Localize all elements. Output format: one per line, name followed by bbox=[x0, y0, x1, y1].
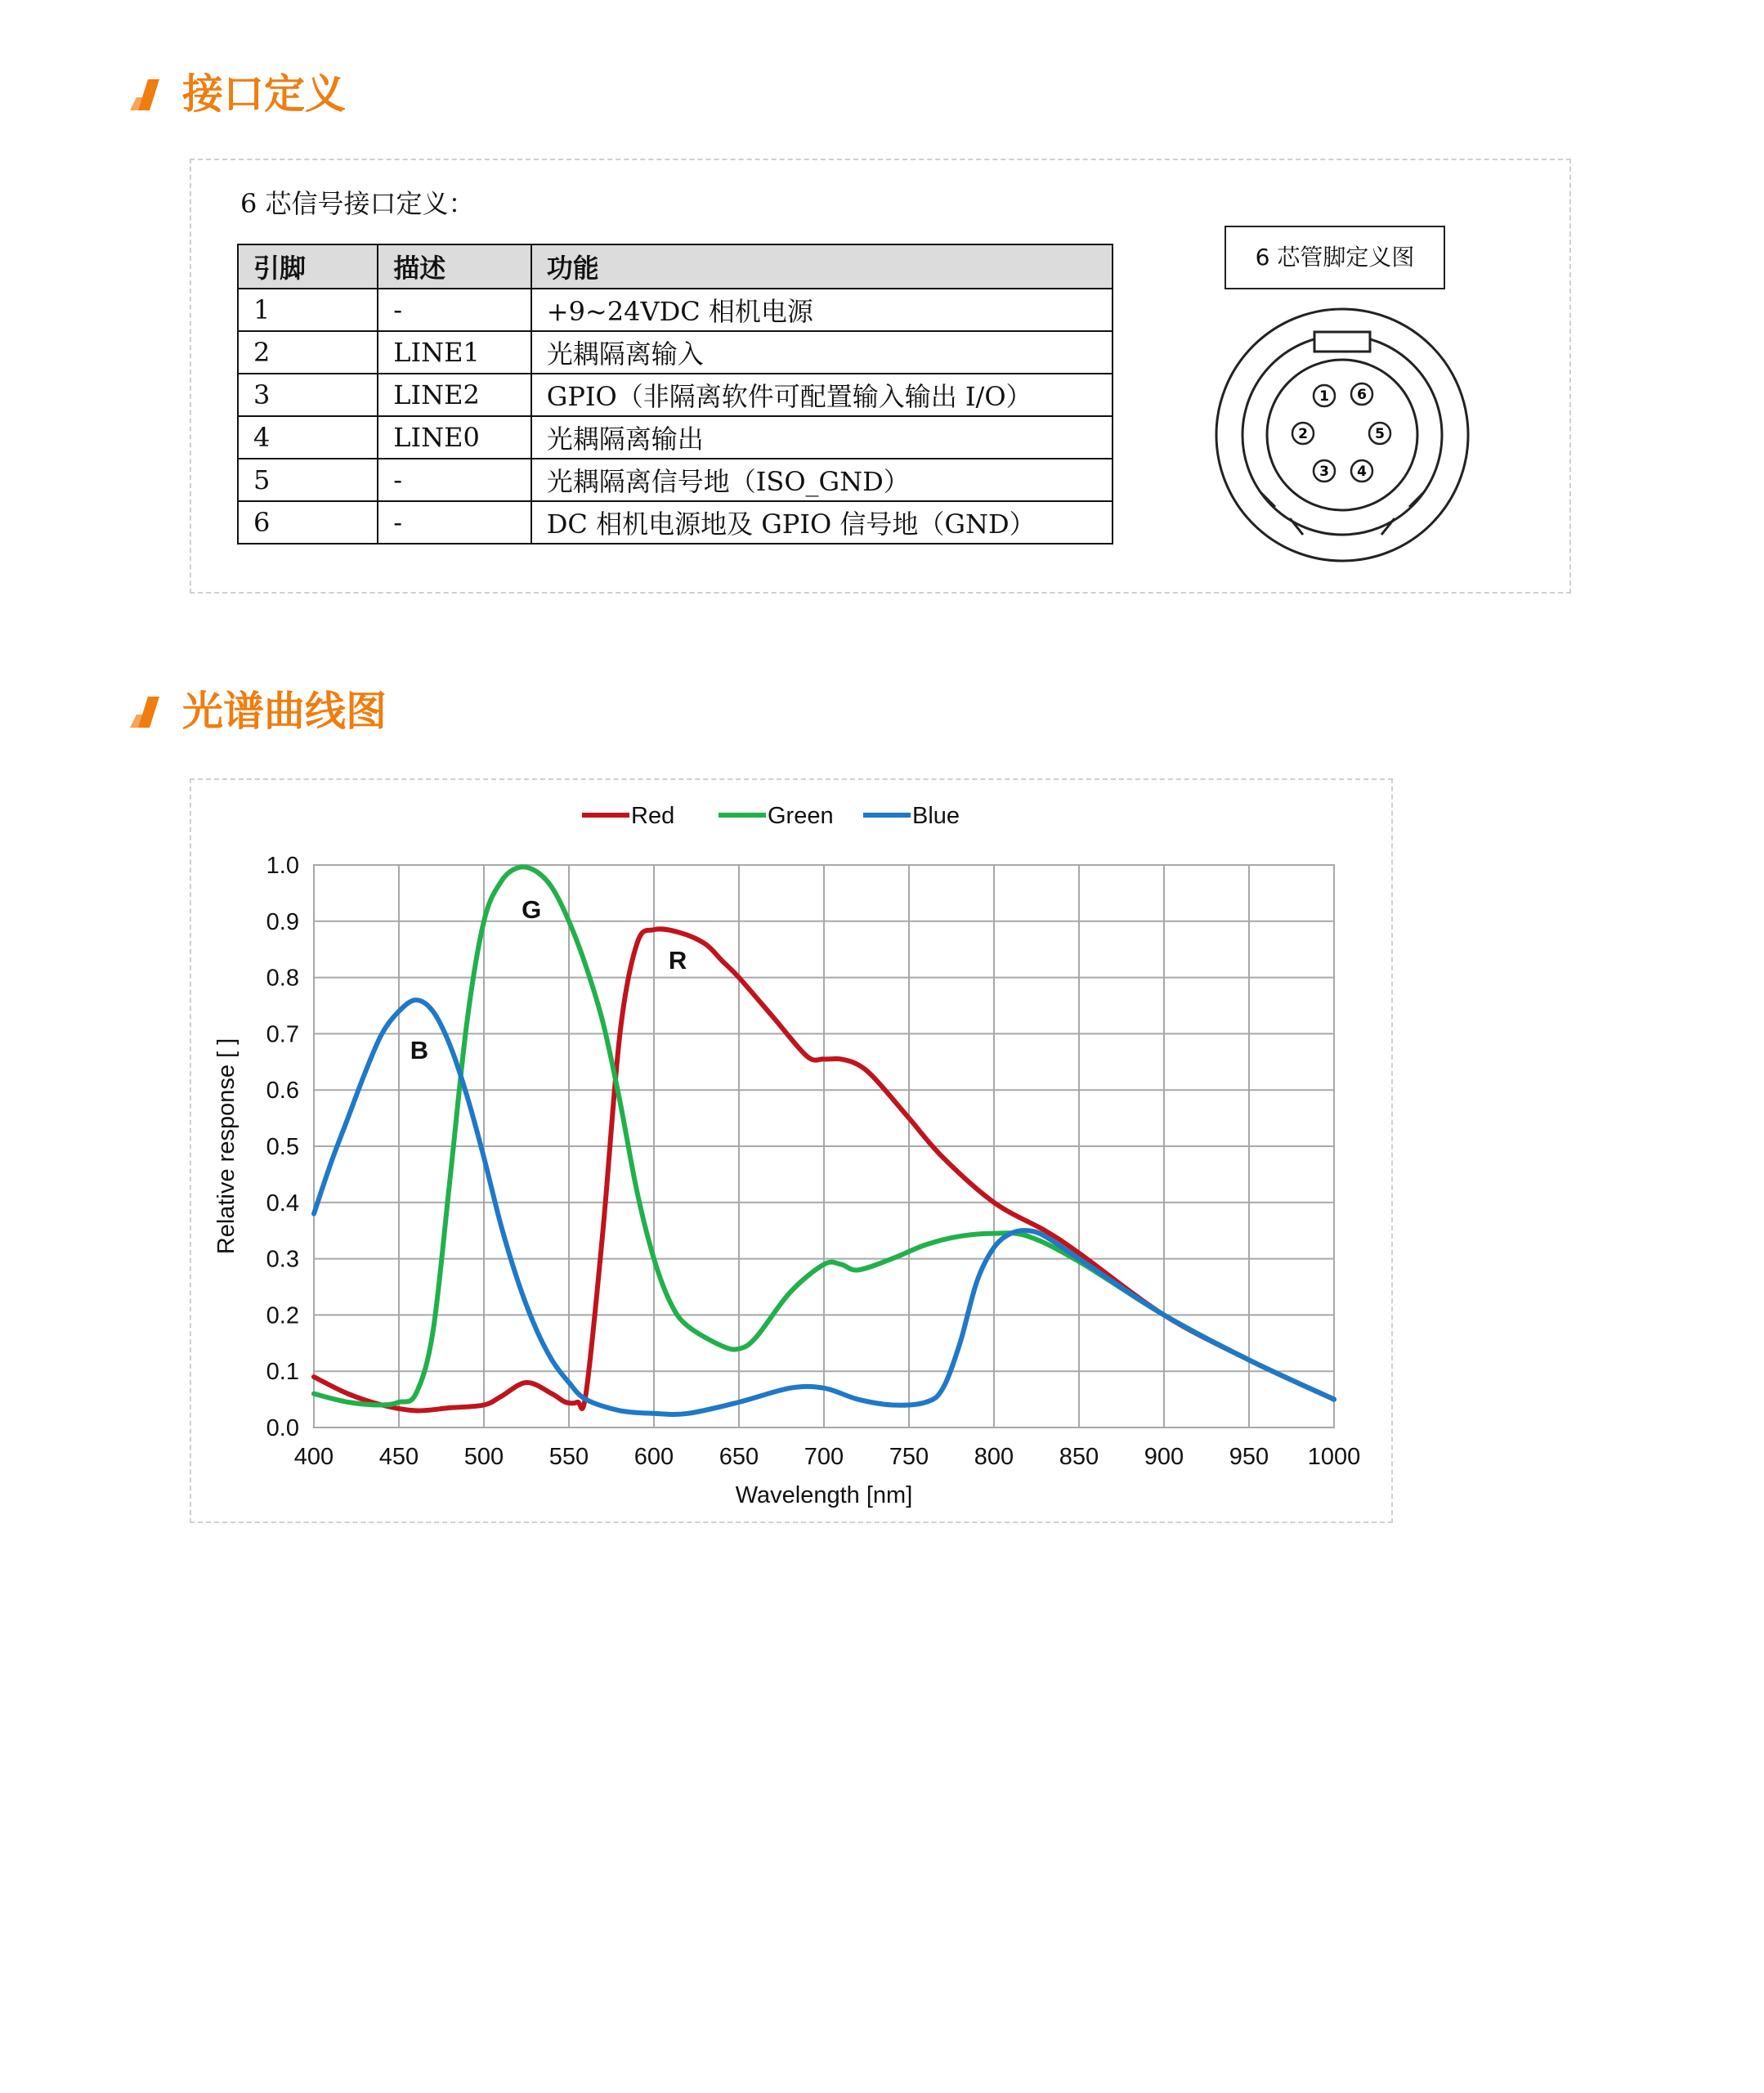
x-axis-label: Wavelength [nm] bbox=[735, 1482, 913, 1508]
legend-label-red: Red bbox=[631, 803, 675, 829]
table-row bbox=[238, 501, 1113, 544]
table-row bbox=[238, 374, 1113, 416]
cell-pin: 6 bbox=[238, 501, 378, 544]
svg-text:3: 3 bbox=[1319, 464, 1329, 480]
x-tick-label: 800 bbox=[974, 1444, 1014, 1470]
chart-legend bbox=[582, 803, 960, 829]
x-tick-label: 900 bbox=[1144, 1444, 1184, 1470]
svg-text:5: 5 bbox=[1375, 426, 1385, 442]
y-tick-label: 0.8 bbox=[266, 965, 299, 992]
x-tick-label: 850 bbox=[1059, 1444, 1099, 1470]
chart-grid bbox=[314, 865, 1334, 1427]
x-tick-label: 400 bbox=[293, 1444, 334, 1470]
table-caption: 6 芯信号接口定义： bbox=[240, 188, 475, 219]
y-tick-label: 0.9 bbox=[266, 908, 299, 935]
cell-func: DC 相机电源地及 GPIO 信号地（GND） bbox=[531, 501, 1113, 544]
header-description: 描述 bbox=[378, 244, 531, 289]
legend-label-green: Green bbox=[768, 803, 834, 829]
y-tick-label: 0.0 bbox=[266, 1415, 299, 1441]
table-row bbox=[238, 289, 1113, 331]
pin-6 bbox=[1351, 383, 1372, 405]
y-tick-label: 0.6 bbox=[266, 1078, 299, 1105]
x-tick-label: 600 bbox=[634, 1444, 674, 1470]
pin-4 bbox=[1351, 460, 1372, 482]
cell-func: 光耦隔离输出 bbox=[531, 416, 1113, 459]
svg-text:6: 6 bbox=[1357, 387, 1367, 403]
table-header-row bbox=[238, 244, 1113, 289]
table-row bbox=[238, 459, 1113, 501]
interface-definition-panel bbox=[190, 159, 1571, 594]
connector-title: 6 芯管脚定义图 bbox=[1225, 226, 1445, 289]
x-tick-label: 450 bbox=[378, 1444, 419, 1470]
svg-text:4: 4 bbox=[1357, 464, 1367, 480]
cell-desc: - bbox=[378, 289, 531, 331]
pin-5 bbox=[1369, 423, 1390, 444]
curve-annotation: B bbox=[410, 1036, 429, 1065]
connector-pinout-diagram bbox=[1211, 304, 1473, 574]
table-row bbox=[238, 416, 1113, 459]
header-function: 功能 bbox=[531, 244, 1113, 289]
svg-text:1: 1 bbox=[1319, 388, 1329, 405]
cell-desc: LINE1 bbox=[378, 331, 531, 374]
cell-desc: - bbox=[378, 459, 531, 501]
x-tick-label: 650 bbox=[719, 1444, 759, 1470]
y-tick-label: 0.4 bbox=[266, 1190, 299, 1217]
section-title: 光谱曲线图 bbox=[182, 688, 387, 735]
cell-desc: LINE0 bbox=[378, 416, 531, 459]
spectral-response-chart bbox=[191, 780, 1391, 1522]
pin-1 bbox=[1314, 385, 1335, 406]
y-tick-label: 0.3 bbox=[266, 1246, 299, 1273]
y-axis-label: Relative response [ ] bbox=[213, 1038, 240, 1255]
x-tick-label: 500 bbox=[463, 1444, 504, 1470]
cell-func: 光耦隔离信号地（ISO_GND） bbox=[531, 459, 1113, 501]
table-row bbox=[238, 331, 1113, 374]
heading-stripe-icon bbox=[127, 74, 166, 114]
cell-func: GPIO（非隔离软件可配置输入输出 I/O） bbox=[531, 374, 1113, 416]
x-tick-label: 750 bbox=[889, 1444, 929, 1470]
curve-annotation: R bbox=[668, 945, 687, 975]
cell-desc: LINE2 bbox=[378, 374, 531, 416]
pin-definition-table bbox=[237, 244, 1113, 545]
cell-pin: 3 bbox=[238, 374, 378, 416]
x-tick-label: 1000 bbox=[1307, 1444, 1361, 1470]
header-pin: 引脚 bbox=[238, 244, 378, 289]
cell-pin: 5 bbox=[238, 459, 378, 501]
y-tick-label: 0.2 bbox=[266, 1302, 299, 1329]
pin-2 bbox=[1292, 423, 1314, 444]
cell-func: +9~24VDC 相机电源 bbox=[531, 289, 1113, 331]
section-title: 接口定义 bbox=[182, 70, 346, 118]
svg-text:2: 2 bbox=[1298, 426, 1308, 442]
heading-stripe-icon bbox=[127, 692, 166, 731]
legend-label-blue: Blue bbox=[912, 803, 960, 829]
x-tick-label: 550 bbox=[548, 1444, 589, 1470]
cell-func: 光耦隔离输入 bbox=[531, 331, 1113, 374]
curve-annotation: G bbox=[522, 895, 542, 925]
spectral-response-panel bbox=[190, 778, 1393, 1523]
y-tick-label: 0.5 bbox=[266, 1134, 299, 1160]
pin-3 bbox=[1314, 460, 1335, 482]
y-tick-label: 0.7 bbox=[266, 1021, 299, 1048]
cell-desc: - bbox=[378, 501, 531, 544]
cell-pin: 1 bbox=[238, 289, 378, 331]
y-tick-label: 0.1 bbox=[266, 1359, 299, 1386]
x-tick-label: 950 bbox=[1229, 1444, 1269, 1470]
y-tick-label: 1.0 bbox=[266, 853, 299, 879]
cell-pin: 2 bbox=[238, 331, 378, 374]
cell-pin: 4 bbox=[238, 416, 378, 459]
x-tick-label: 700 bbox=[804, 1444, 844, 1470]
